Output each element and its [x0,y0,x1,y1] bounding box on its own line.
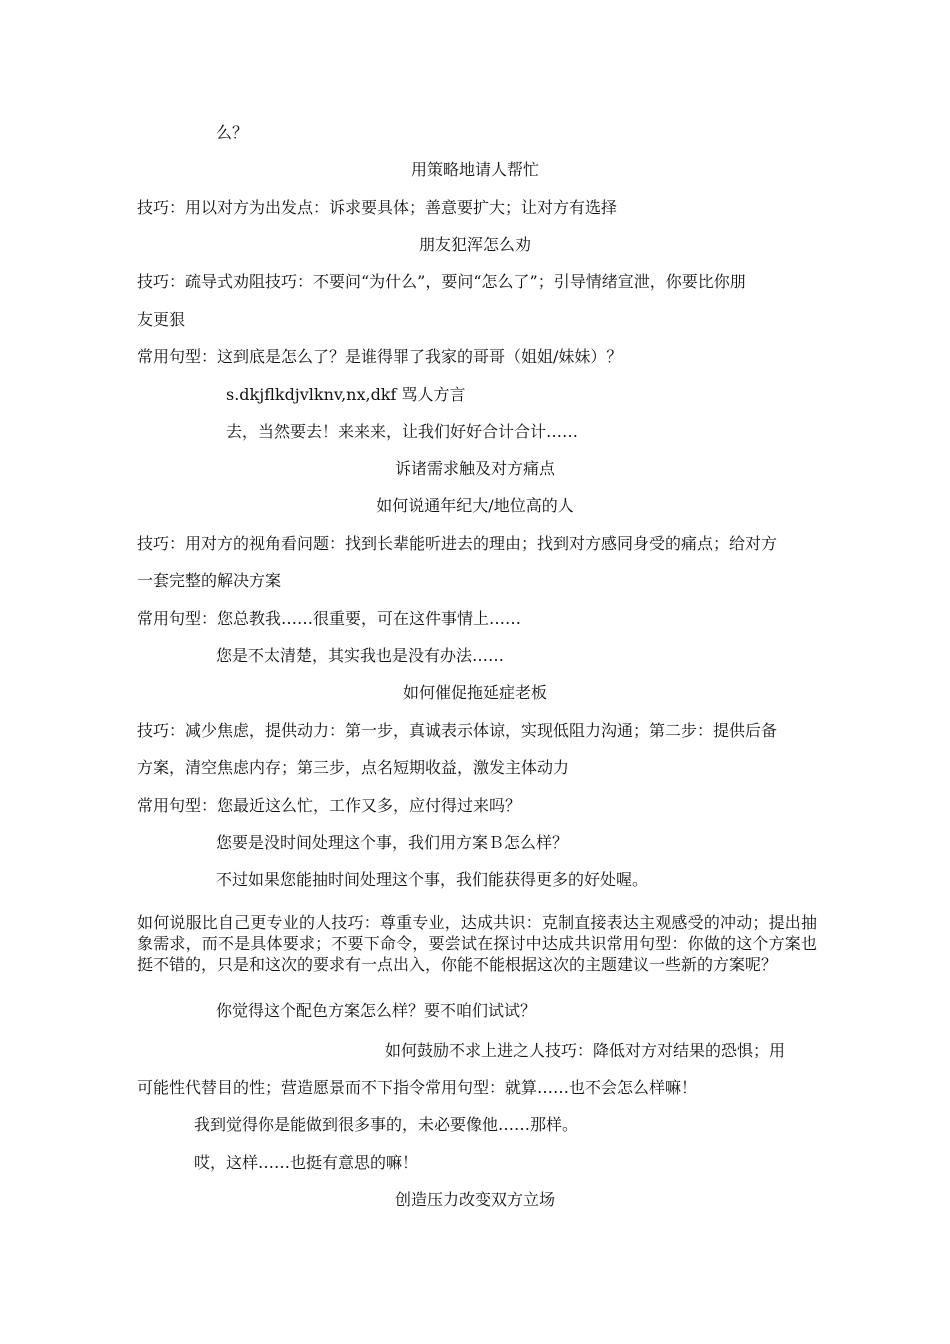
text-line: 可能性代替目的性；营造愿景而不下指令常用句型：就算……也不会怎么样嘛！ [137,1078,698,1097]
text-line: 不过如果您能抽时间处理这个事，我们能获得更多的好处喔。 [216,870,649,889]
section-heading: 诉诸需求触及对方痛点 [394,459,555,478]
text-line: 您要是没时间处理这个事，我们用方案Ｂ怎么样？ [216,833,569,852]
section-heading: 用策略地请人帮忙 [410,160,539,179]
text-line: 常用句型：这到底是怎么了？是谁得罪了我家的哥哥（姐姐/妹妹）？ [137,347,623,366]
text-paragraph: 如何说服比自己更专业的人技巧：尊重专业，达成共识：克制直接表达主观感受的冲动；提出抽象需求，而不是具体要求；不要下命令，要尝试在探讨中达成共识常用句型：你做的这个方案也挺不错的，只是和这次的要求有一点出入，你能不能根据这次的主题建议一些新的方案呢？ [137,913,817,974]
text-line: 您是不太清楚，其实我也是没有办法…… [216,646,505,665]
section-heading: 创造压力改变双方立场 [394,1190,555,1209]
text-line: 技巧：用以对方为出发点：诉求要具体；善意要扩大；让对方有选择 [137,198,618,217]
text-line: 技巧：用对方的视角看问题：找到长辈能听进去的理由；找到对方感同身受的痛点；给对方 [137,534,778,553]
text-line: s.dkjflkdjvlknv,nx,dkf 骂人方言 [226,385,466,404]
text-line: 么？ [216,123,249,142]
section-heading: 如何催促拖延症老板 [402,683,547,702]
text-line: 技巧：减少焦虑，提供动力：第一步，真诚表示体谅，实现低阻力沟通；第二步：提供后备 [137,721,778,740]
text-line: 我到觉得你是能做到很多事的，未必要像他……那样。 [194,1115,579,1134]
text-line: 你觉得这个配色方案怎么样？要不咱们试试？ [216,1001,537,1020]
text-line: 常用句型：您最近这么忙，工作又多，应付得过来吗？ [137,796,522,815]
section-heading: 如何说通年纪大/地位高的人 [376,496,574,515]
text-line: 哎，这样……也挺有意思的嘛！ [194,1153,419,1172]
text-line: 常用句型：您总教我……很重要，可在这件事情上…… [137,609,522,628]
text-line: 友更狠 [137,310,186,329]
text-line: 一套完整的解决方案 [137,571,282,590]
text-line: 如何鼓励不求上进之人技巧：降低对方对结果的恐惧；用 [385,1041,786,1060]
text-line: 技巧：疏导式劝阻技巧：不要问“为什么”，要问“怎么了”；引导情绪宣泄，你要比你朋 [137,272,746,291]
section-heading: 朋友犯浑怎么劝 [418,235,531,254]
text-line: 方案，清空焦虑内存；第三步，点名短期收益，激发主体动力 [137,758,570,777]
text-line: 去，当然要去！来来来，让我们好好合计合计…… [226,422,579,441]
